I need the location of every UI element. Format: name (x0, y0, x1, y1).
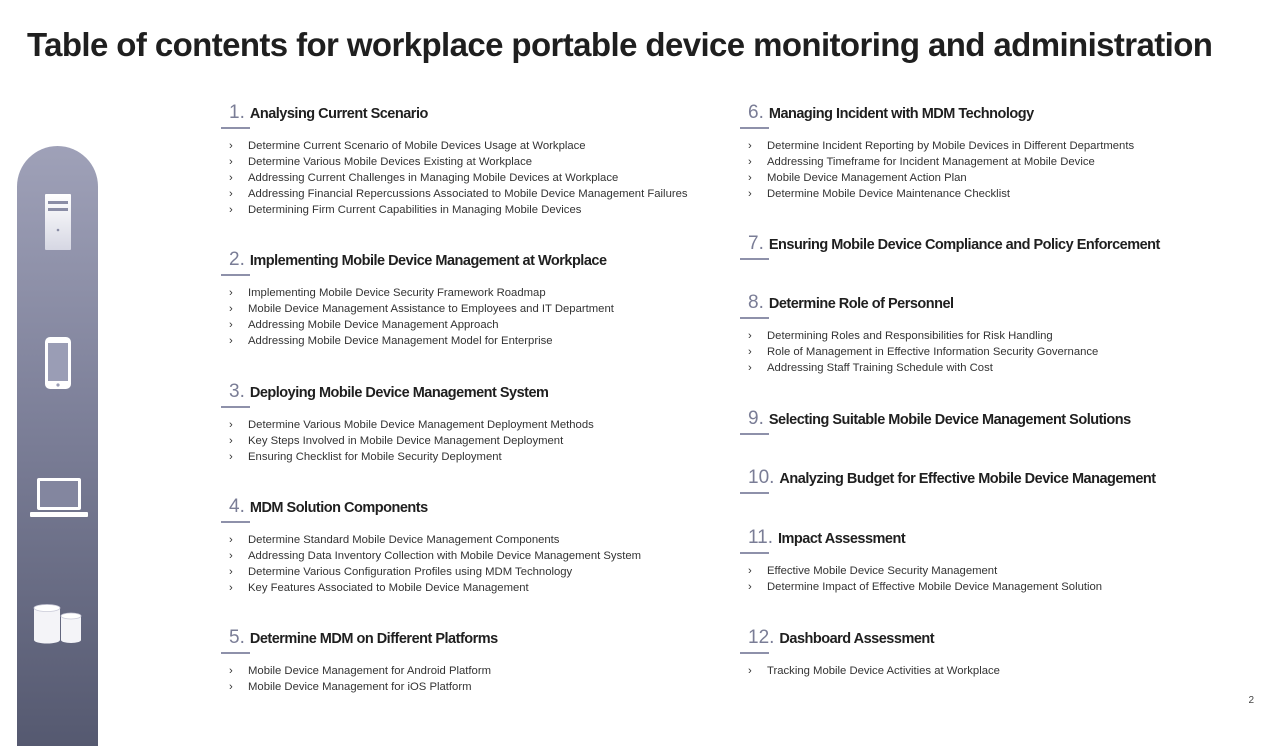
section-title: Ensuring Mobile Device Compliance and Policy Enforcement (768, 237, 1160, 253)
section-title: Determine MDM on Different Platforms (249, 631, 498, 647)
toc-section-4[interactable] (229, 496, 641, 596)
toc-section-5[interactable] (229, 627, 498, 695)
list-item: › Mobile Device Management Assistance to Employees and IT Department (229, 301, 614, 317)
toc-section-3[interactable] (229, 381, 594, 465)
list-item: › Determine Various Mobile Devices Existing at Workplace (229, 154, 688, 170)
list-item: › Role of Management in Effective Information Security Governance (748, 344, 1098, 360)
section-number: 5. (229, 627, 245, 648)
heading-underline (740, 433, 769, 435)
toc-section-9[interactable] (748, 408, 1131, 435)
section-number: 12. (748, 627, 775, 648)
heading-underline (221, 274, 250, 276)
section-title: MDM Solution Components (249, 500, 428, 516)
toc-section-11[interactable] (748, 527, 1102, 595)
list-item: › Determine Mobile Device Maintenance Checklist (748, 186, 1134, 202)
list-item: › Addressing Staff Training Schedule with Cost (748, 360, 1098, 376)
toc-section-2[interactable] (229, 249, 614, 349)
list-item: › Tracking Mobile Device Activities at Workplace (748, 663, 1000, 679)
heading-underline (221, 127, 250, 129)
section-title: Selecting Suitable Mobile Device Management Solutions (768, 412, 1131, 428)
list-item: › Addressing Mobile Device Management Approach (229, 317, 614, 333)
list-item: › Determining Roles and Responsibilities for Risk Handling (748, 328, 1098, 344)
toc-section-1[interactable] (229, 102, 688, 218)
heading-underline (740, 492, 769, 494)
section-heading (748, 467, 1156, 489)
section-heading (748, 408, 1131, 430)
toc-section-10[interactable] (748, 467, 1156, 494)
section-title: Impact Assessment (778, 531, 906, 547)
decorative-sidebar (17, 146, 98, 746)
heading-underline (740, 127, 769, 129)
list-item: › Determine Various Configuration Profiles using MDM Technology (229, 564, 641, 580)
toc-section-8[interactable] (748, 292, 1098, 376)
section-title: Dashboard Assessment (779, 631, 935, 647)
section-heading (229, 381, 594, 403)
list-item: › Determine Standard Mobile Device Management Components (229, 532, 641, 548)
heading-underline (740, 258, 769, 260)
list-item: › Effective Mobile Device Security Management (748, 563, 1102, 579)
list-item: › Mobile Device Management Action Plan (748, 170, 1134, 186)
section-number: 11. (748, 527, 774, 548)
heading-underline (740, 652, 769, 654)
list-item: › Determining Firm Current Capabilities in Managing Mobile Devices (229, 202, 688, 218)
section-heading (229, 102, 688, 124)
section-number: 8. (748, 292, 764, 313)
database-cylinders-icon (17, 602, 98, 646)
section-heading (229, 249, 614, 271)
section-title: Implementing Mobile Device Management at Workplace (249, 253, 607, 269)
section-title: Analysing Current Scenario (249, 106, 428, 122)
section-heading (748, 233, 1160, 255)
section-number: 3. (229, 381, 245, 402)
section-title: Analyzing Budget for Effective Mobile Device Management (779, 471, 1156, 487)
section-heading (748, 627, 1000, 649)
list-item: › Addressing Current Challenges in Managing Mobile Devices at Workplace (229, 170, 688, 186)
section-number: 2. (229, 249, 245, 270)
section-heading (748, 102, 1134, 124)
laptop-icon (17, 474, 98, 524)
list-item: › Key Steps Involved in Mobile Device Management Deployment (229, 433, 594, 449)
smartphone-icon (17, 335, 98, 395)
section-heading (748, 527, 1102, 549)
toc-section-7[interactable] (748, 233, 1160, 260)
list-item: › Addressing Financial Repercussions Associated to Mobile Device Management Failures (229, 186, 688, 202)
toc-section-12[interactable] (748, 627, 1000, 679)
list-item: › Mobile Device Management for iOS Platform (229, 679, 498, 695)
list-item: › Determine Incident Reporting by Mobile Devices in Different Departments (748, 138, 1134, 154)
list-item: › Determine Current Scenario of Mobile Devices Usage at Workplace (229, 138, 688, 154)
section-number: 7. (748, 233, 764, 254)
section-title: Managing Incident with MDM Technology (768, 106, 1034, 122)
section-heading (229, 627, 498, 649)
section-title: Determine Role of Personnel (768, 296, 954, 312)
heading-underline (740, 552, 769, 554)
page-number: 2 (1248, 695, 1254, 706)
list-item: › Mobile Device Management for Android Platform (229, 663, 498, 679)
section-number: 1. (229, 102, 245, 123)
heading-underline (221, 406, 250, 408)
list-item: › Ensuring Checklist for Mobile Security Deployment (229, 449, 594, 465)
section-number: 4. (229, 496, 245, 517)
section-number: 9. (748, 408, 764, 429)
section-title: Deploying Mobile Device Management System (249, 385, 549, 401)
section-number: 6. (748, 102, 764, 123)
list-item: › Addressing Mobile Device Management Model for Enterprise (229, 333, 614, 349)
page-title: Table of contents for workplace portable device monitoring and administration (27, 26, 1213, 63)
list-item: › Addressing Timeframe for Incident Management at Mobile Device (748, 154, 1134, 170)
heading-underline (221, 652, 250, 654)
section-heading (229, 496, 641, 518)
toc-section-6[interactable] (748, 102, 1134, 202)
section-number: 10. (748, 467, 775, 488)
list-item: › Key Features Associated to Mobile Device Management (229, 580, 641, 596)
heading-underline (221, 521, 250, 523)
server-tower-icon (17, 192, 98, 254)
list-item: › Determine Various Mobile Device Management Deployment Methods (229, 417, 594, 433)
list-item: › Addressing Data Inventory Collection with Mobile Device Management System (229, 548, 641, 564)
list-item: › Determine Impact of Effective Mobile Device Management Solution (748, 579, 1102, 595)
section-heading (748, 292, 1098, 314)
heading-underline (740, 317, 769, 319)
list-item: › Implementing Mobile Device Security Framework Roadmap (229, 285, 614, 301)
